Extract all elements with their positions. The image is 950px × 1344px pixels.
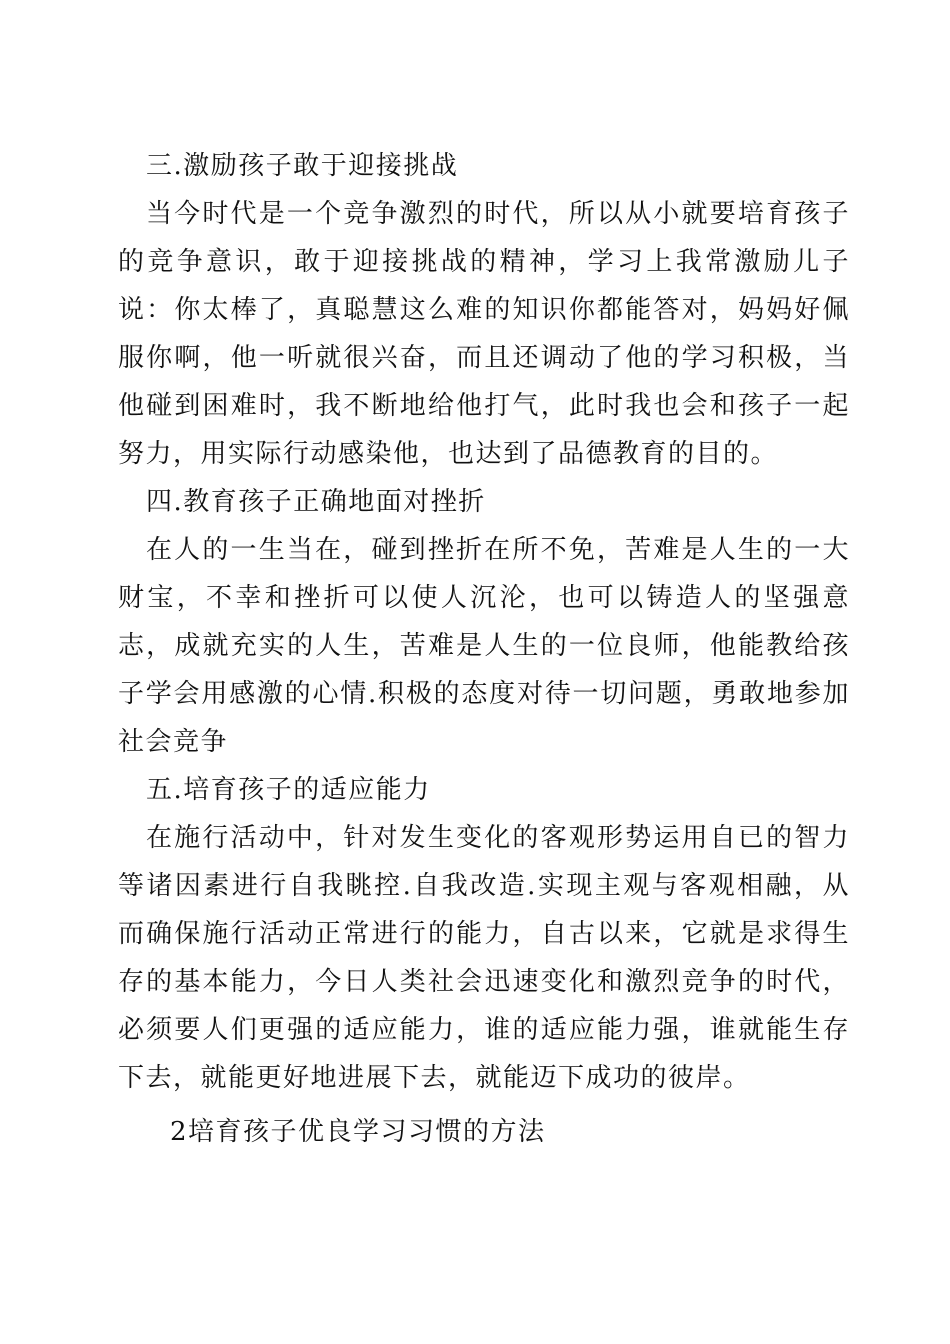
section-body-3: 当今时代是一个竞争激烈的时代，所以从小就要培育孩子的竞争意识，敢于迎接挑战的精神，学习上我常激励儿子说：你太棒了，真聪慧这么难的知识你都能答对，妈妈好佩服你啊，他一听就很兴奋，而且还调动了他的学习积极，当他碰到困难时，我不断地给他打气，此时我也会和孩子一起努力，用实际行动感染他，也达到了品德教育的目的。 xyxy=(118,199,850,469)
section-heading-3: 三.激励孩子敢于迎接挑战 xyxy=(146,151,459,181)
section-heading-4: 四.教育孩子正确地面对挫折 xyxy=(146,487,486,517)
section-heading-5: 五.培育孩子的适应能力 xyxy=(146,775,431,805)
section-body-4: 在人的一生当在，碰到挫折在所不免，苦难是人生的一大财宝，不幸和挫折可以使人沉沦，也可以铸造人的坚强意志，成就充实的人生，苦难是人生的一位良师，他能教给孩子学会用感激的心情.积极的态度对待一切问题，勇敢地参加社会竞争 xyxy=(118,535,850,757)
closing-heading: 2培育孩子优良学习习惯的方法 xyxy=(170,1117,546,1147)
document-content xyxy=(118,142,850,1156)
section-body-5: 在施行活动中，针对发生变化的客观形势运用自已的智力等诸因素进行自我眺控.自我改造.实现主观与客观相融，从而确保施行活动正常进行的能力，自古以来，它就是求得生存的基本能力，今日人类社会迅速变化和激烈竞争的时代，必须要人们更强的适应能力，谁的适应能力强，谁就能生存下去，就能更好地进展下去，就能迈下成功的彼岸。 xyxy=(118,823,850,1093)
